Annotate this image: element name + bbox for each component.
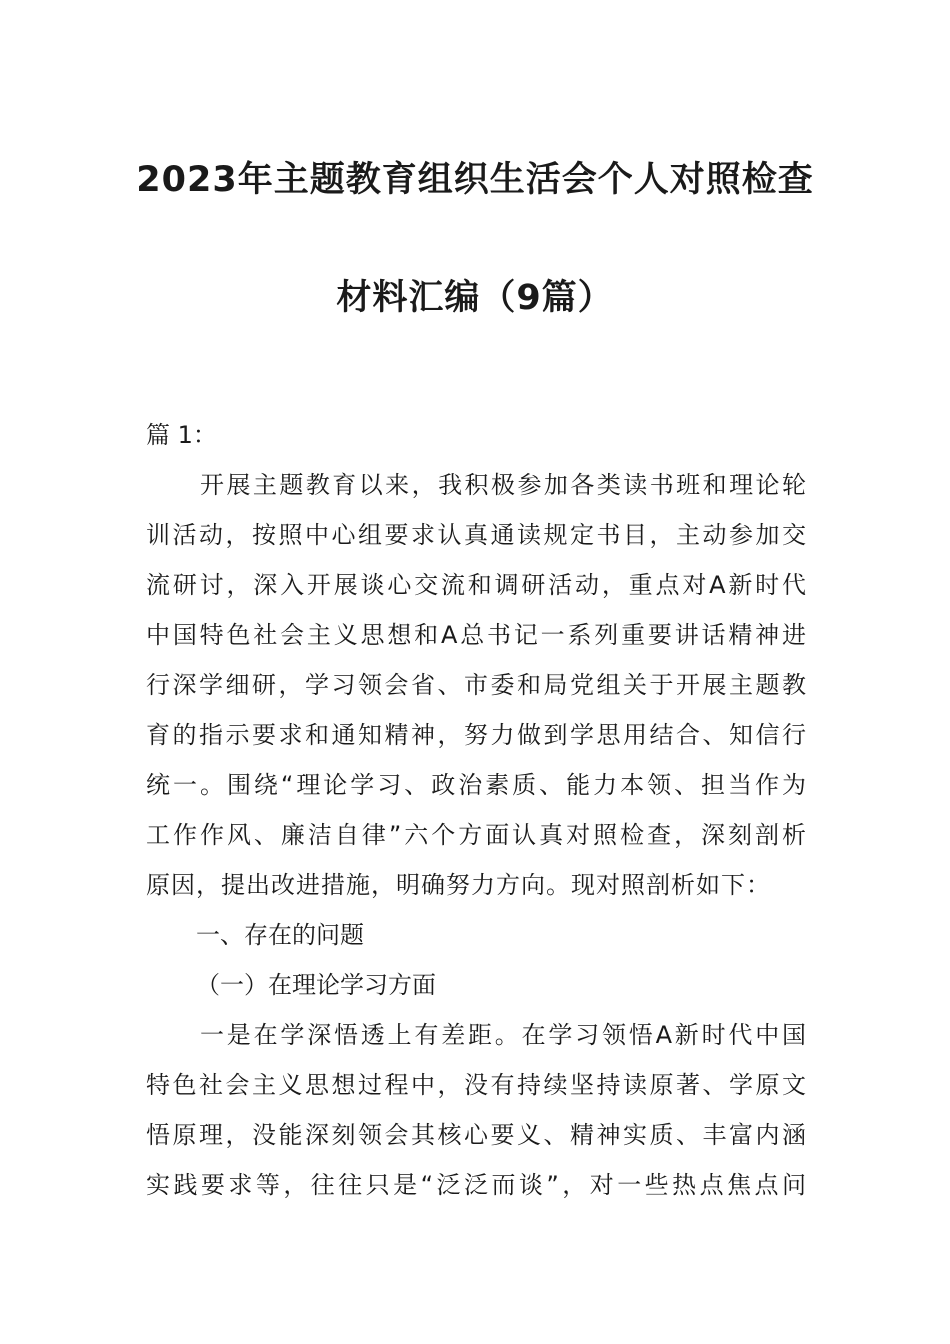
paragraph-line: 原因，提出改进措施，明确努力方向。现对照剖析如下： [146, 871, 770, 899]
paragraph-line: 中国特色社会主义思想和A总书记一系列重要讲话精神进 [146, 621, 806, 649]
document-title-line-2: 材料汇编（9篇） [336, 278, 614, 318]
paragraph-line: 悟原理，没能深刻领会其核心要义、精神实质、丰富内涵 [146, 1121, 806, 1149]
paragraph-line: 开展主题教育以来，我积极参加各类读书班和理论轮 [200, 471, 806, 499]
paragraph-line: 工作作风、廉洁自律”六个方面认真对照检查，深刻剖析 [146, 821, 806, 849]
paragraph-line: 训活动，按照中心组要求认真通读规定书目，主动参加交 [146, 521, 806, 549]
paragraph-line: 一是在学深悟透上有差距。在学习领悟A新时代中国 [200, 1021, 806, 1049]
paragraph-line: 特色社会主义思想过程中，没有持续坚持读原著、学原文 [146, 1071, 806, 1099]
document-title-line-1: 2023年主题教育组织生活会个人对照检查 [136, 160, 814, 200]
section-label: 篇 1： [146, 421, 217, 449]
paragraph-line: 流研讨，深入开展谈心交流和调研活动，重点对A新时代 [146, 571, 806, 599]
paragraph-line: 行深学细研，学习领会省、市委和局党组关于开展主题教 [146, 671, 806, 699]
section-heading: 一、存在的问题 [196, 921, 364, 949]
paragraph-line: 统一。围绕“理论学习、政治素质、能力本领、担当作为 [146, 771, 806, 799]
paragraph-line: 实践要求等，往往只是“泛泛而谈”，对一些热点焦点问 [146, 1171, 806, 1199]
paragraph-line: 育的指示要求和通知精神，努力做到学思用结合、知信行 [146, 721, 806, 749]
subsection-heading: （一）在理论学习方面 [196, 971, 436, 999]
